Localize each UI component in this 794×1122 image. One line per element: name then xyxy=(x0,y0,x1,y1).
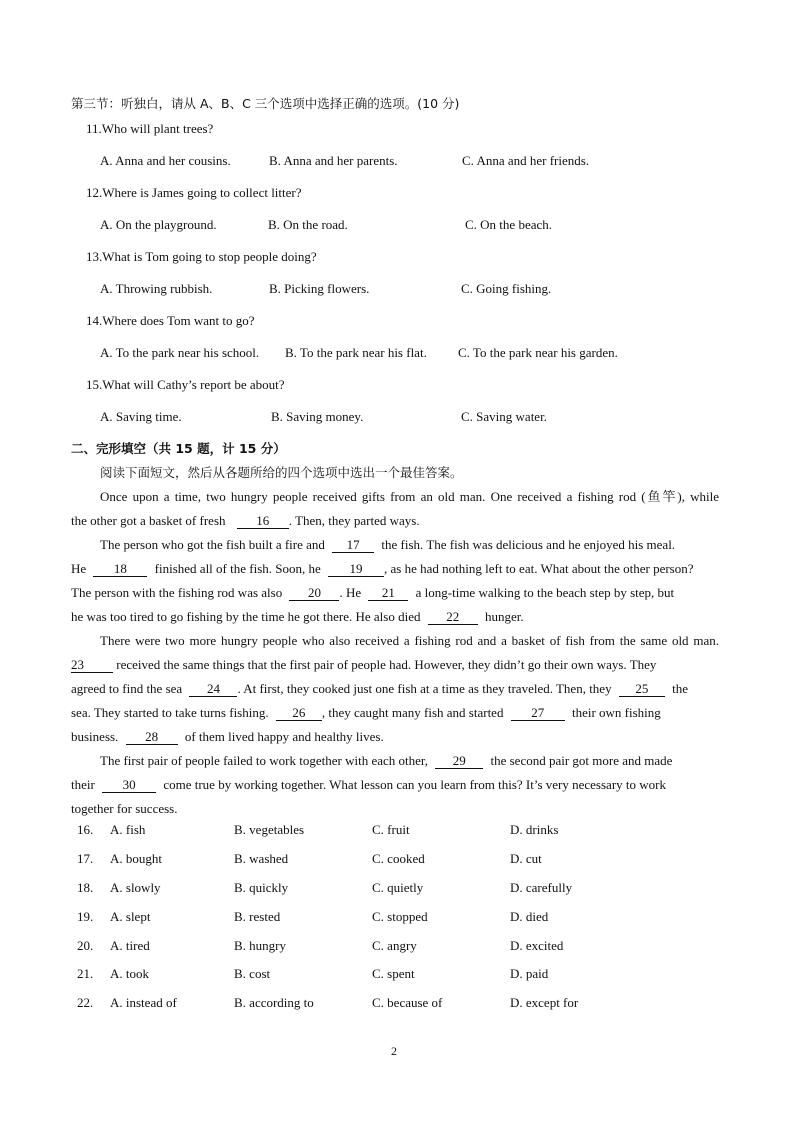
blank-22: 22 xyxy=(428,610,478,625)
q11-option-a: A. Anna and her cousins. xyxy=(100,153,231,168)
passage-text: business. xyxy=(71,729,119,744)
option-a: A. bought xyxy=(110,851,162,866)
passage-line xyxy=(71,585,719,601)
blank-30: 30 xyxy=(102,778,156,793)
passage-text: hunger. xyxy=(484,609,524,624)
passage-line: Once upon a time, two hungry people received gifts from an old man. One received a fishing rod (鱼竿), while xyxy=(100,489,719,504)
section3-heading: 第三节：听独白，请从 A、B、C 三个选项中选择正确的选项。(10 分) xyxy=(71,96,460,111)
passage-text: of them lived happy and healthy lives. xyxy=(184,729,384,744)
option-c: C. because of xyxy=(372,995,443,1010)
passage-text: their own fishing xyxy=(571,705,661,720)
option-b: B. according to xyxy=(234,995,314,1010)
option-d: D. carefully xyxy=(510,880,573,895)
q13-option-c: C. Going fishing. xyxy=(461,281,552,296)
option-a: A. slowly xyxy=(110,880,161,895)
passage-text: sea. They started to take turns fishing. xyxy=(71,705,269,720)
passage-text: The person with the fishing rod was also xyxy=(71,585,283,600)
q12-option-b: B. On the road. xyxy=(268,217,348,232)
passage-text: received the same things that the first pair of people had. However, they didn’t go their own ways. They xyxy=(116,657,657,672)
passage-line xyxy=(71,729,719,745)
blank-29: 29 xyxy=(435,754,483,769)
option-d: D. except for xyxy=(510,995,579,1010)
passage-text: . He xyxy=(339,585,362,600)
passage-line: There were two more hungry people who also received a fishing rod and a basket of fish from the same old man. xyxy=(100,633,719,648)
passage-text: The person who got the fish built a fire and xyxy=(100,537,325,552)
part2-heading: 二、完形填空（共 15 题，计 15 分） xyxy=(71,441,286,456)
passage-text: the fish. The fish was delicious and he enjoyed his meal. xyxy=(381,537,676,552)
option-d: D. paid xyxy=(510,966,549,981)
passage-text: the second pair got more and made xyxy=(490,753,673,768)
blank-25: 25 xyxy=(619,682,665,697)
option-c: C. quietly xyxy=(372,880,424,895)
passage-line xyxy=(100,753,719,769)
blank-18: 18 xyxy=(93,562,147,577)
blank-24: 24 xyxy=(189,682,237,697)
passage-text: the xyxy=(672,681,688,696)
blank-28: 28 xyxy=(126,730,178,745)
option-b: B. cost xyxy=(234,966,271,981)
passage-text: come true by working together. What lesson can you learn from this? It’s very necessary to work xyxy=(163,777,666,792)
passage-line xyxy=(71,609,719,625)
passage-text: The first pair of people failed to work together with each other, xyxy=(100,753,428,768)
option-d: D. died xyxy=(510,909,549,924)
q14-option-b: B. To the park near his flat. xyxy=(285,345,427,360)
blank-21: 21 xyxy=(368,586,408,601)
option-a: A. instead of xyxy=(110,995,177,1010)
option-b: B. rested xyxy=(234,909,281,924)
question-14: 14.Where does Tom want to go? xyxy=(86,313,255,328)
passage-text: He xyxy=(71,561,87,576)
option-number-18: 18. xyxy=(77,880,94,895)
q12-option-c: C. On the beach. xyxy=(465,217,553,232)
option-c: C. cooked xyxy=(372,851,425,866)
passage-text: a long-time walking to the beach step by step, but xyxy=(415,585,675,600)
q11-option-b: B. Anna and her parents. xyxy=(269,153,398,168)
passage-text: he was too tired to go fishing by the time he got there. He also died xyxy=(71,609,421,624)
q15-option-a: A. Saving time. xyxy=(100,409,182,424)
passage-line xyxy=(71,657,719,673)
passage-text: , they caught many fish and started xyxy=(321,705,504,720)
option-number-20: 20. xyxy=(77,938,94,953)
option-d: D. drinks xyxy=(510,822,559,837)
question-13: 13.What is Tom going to stop people doing? xyxy=(86,249,317,264)
option-c: C. angry xyxy=(372,938,417,953)
option-number-19: 19. xyxy=(77,909,94,924)
option-number-16: 16. xyxy=(77,822,94,837)
passage-text: . At first, they cooked just one fish at a time as they traveled. Then, they xyxy=(237,681,612,696)
option-number-21: 21. xyxy=(77,966,94,981)
passage-text: agreed to find the sea xyxy=(71,681,183,696)
q11-option-c: C. Anna and her friends. xyxy=(462,153,590,168)
passage-line xyxy=(71,513,719,529)
q14-option-c: C. To the park near his garden. xyxy=(458,345,618,360)
passage-text: their xyxy=(71,777,95,792)
option-a: A. took xyxy=(110,966,149,981)
question-11: 11.Who will plant trees? xyxy=(86,121,214,136)
q14-option-a: A. To the park near his school. xyxy=(100,345,260,360)
part2-instruction: 阅读下面短文，然后从各题所给的四个选项中选出一个最佳答案。 xyxy=(100,465,463,480)
option-a: A. slept xyxy=(110,909,151,924)
option-b: B. hungry xyxy=(234,938,286,953)
passage-line xyxy=(71,705,719,721)
option-a: A. fish xyxy=(110,822,146,837)
q13-option-b: B. Picking flowers. xyxy=(269,281,370,296)
blank-16: 16 xyxy=(237,514,289,529)
page-number: 2 xyxy=(391,1044,397,1058)
option-b: B. washed xyxy=(234,851,289,866)
question-15: 15.What will Cathy’s report be about? xyxy=(86,377,285,392)
passage-line xyxy=(100,537,719,553)
blank-23: 23 xyxy=(71,658,113,673)
blank-17: 17 xyxy=(332,538,374,553)
option-d: D. cut xyxy=(510,851,542,866)
passage-line xyxy=(71,561,719,577)
option-b: B. quickly xyxy=(234,880,289,895)
passage-text: the other got a basket of fresh xyxy=(71,513,226,528)
passage-text: finished all of the fish. Soon, he xyxy=(154,561,321,576)
blank-26: 26 xyxy=(276,706,322,721)
q12-option-a: A. On the playground. xyxy=(100,217,217,232)
option-c: C. fruit xyxy=(372,822,410,837)
passage-text: , as he had nothing left to eat. What about the other person? xyxy=(384,561,694,576)
passage-line xyxy=(71,777,719,793)
blank-27: 27 xyxy=(511,706,565,721)
option-c: C. spent xyxy=(372,966,415,981)
passage-line: together for success. xyxy=(71,801,178,816)
option-number-22: 22. xyxy=(77,995,94,1010)
question-12: 12.Where is James going to collect litter? xyxy=(86,185,302,200)
option-b: B. vegetables xyxy=(234,822,305,837)
option-a: A. tired xyxy=(110,938,150,953)
q15-option-b: B. Saving money. xyxy=(271,409,364,424)
option-number-17: 17. xyxy=(77,851,94,866)
q13-option-a: A. Throwing rubbish. xyxy=(100,281,213,296)
blank-19: 19 xyxy=(328,562,384,577)
option-d: D. excited xyxy=(510,938,564,953)
q15-option-c: C. Saving water. xyxy=(461,409,547,424)
option-c: C. stopped xyxy=(372,909,428,924)
blank-20: 20 xyxy=(289,586,339,601)
passage-line xyxy=(71,681,719,697)
passage-text: . Then, they parted ways. xyxy=(288,513,420,528)
